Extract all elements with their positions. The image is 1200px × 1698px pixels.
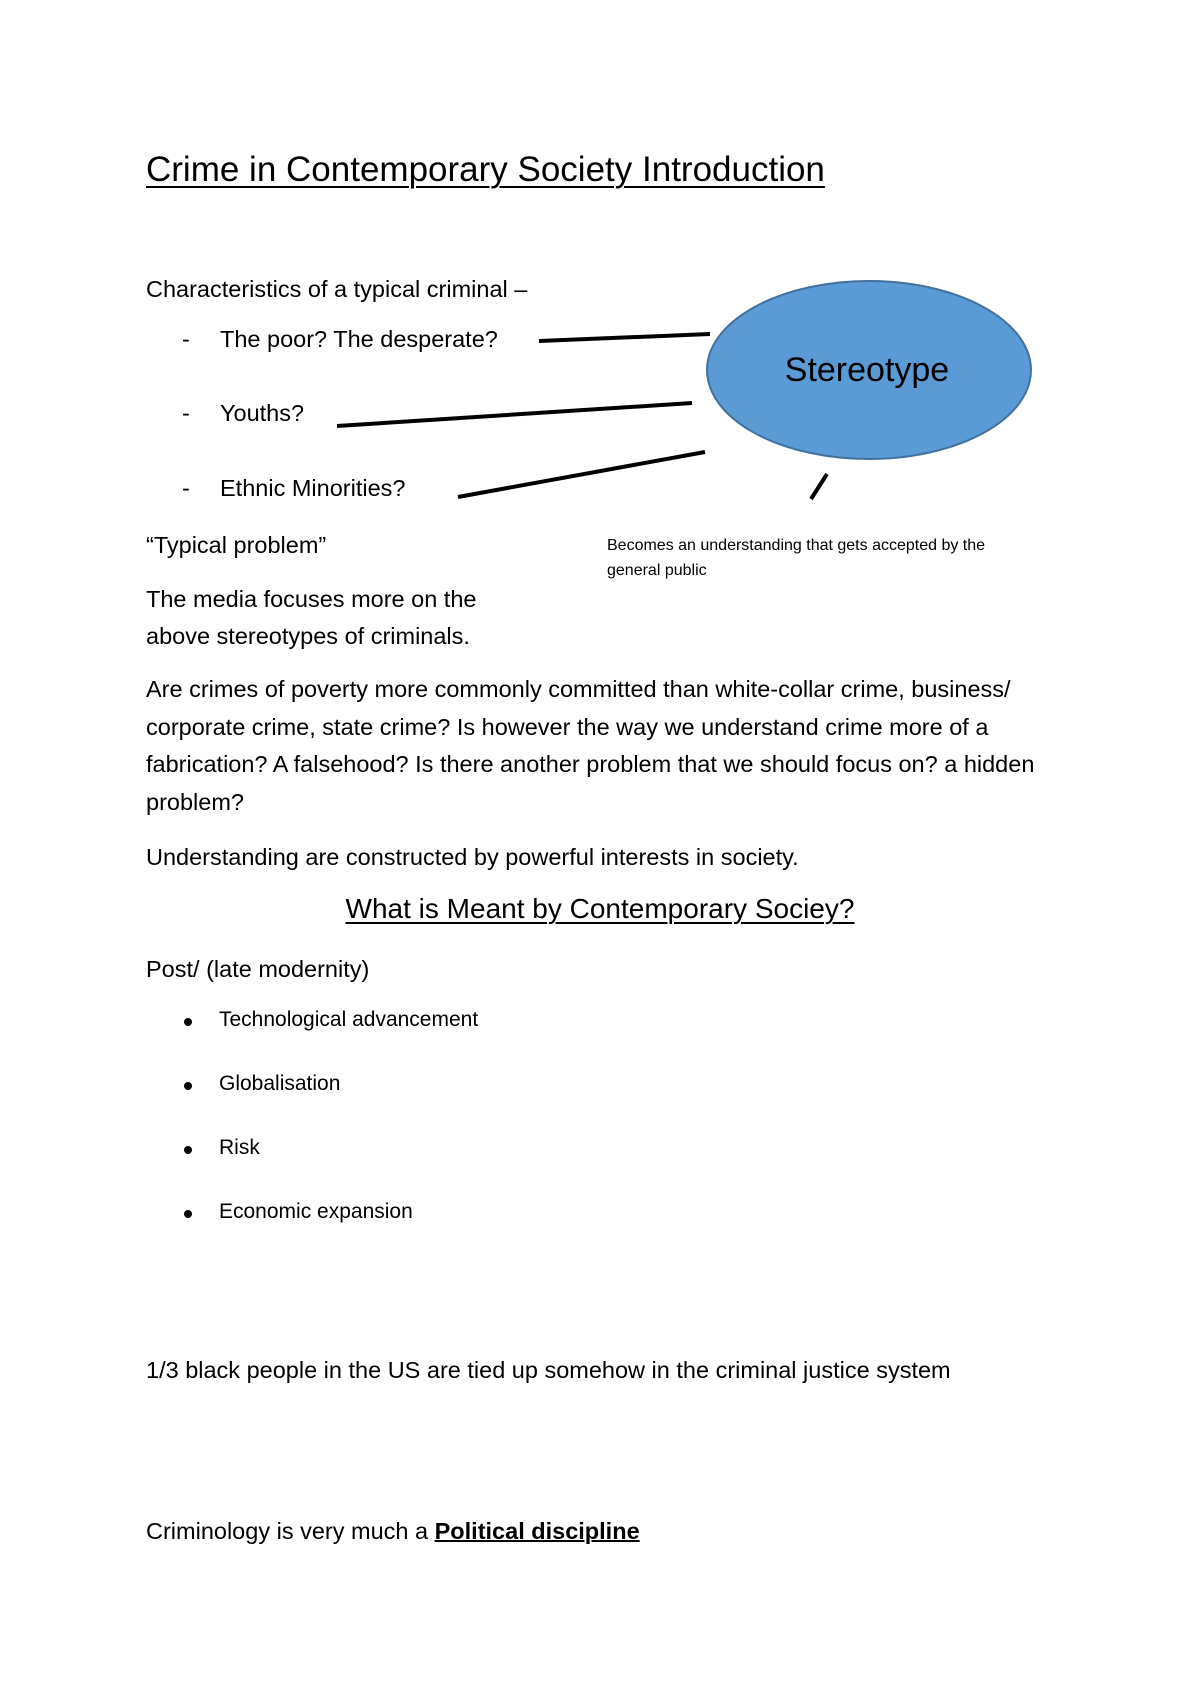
typical-problem: “Typical problem” [146, 532, 327, 558]
bullet-dot [184, 1082, 192, 1090]
connector-line-youths [337, 403, 692, 426]
bullet-item [146, 1136, 646, 1166]
page-title: Crime in Contemporary Society Introduction [146, 150, 825, 189]
bullet-label: Technological advancement [219, 1008, 479, 1031]
dash-marker: - [182, 400, 190, 426]
media-line-2: above stereotypes of criminals. [146, 623, 470, 649]
bullet-item [146, 1008, 646, 1038]
post-modernity-line: Post/ (late modernity) [146, 956, 370, 982]
criminology-prefix: Criminology is very much a [146, 1518, 435, 1544]
dash-item-label: The poor? The desperate? [220, 326, 498, 352]
characteristics-heading: Characteristics of a typical criminal – [146, 276, 528, 302]
bullet-label: Risk [219, 1136, 260, 1159]
media-line-1: The media focuses more on the [146, 586, 477, 612]
bullet-dot [184, 1210, 192, 1218]
bullet-dot [184, 1018, 192, 1026]
bullet-dot [184, 1146, 192, 1154]
dash-item-label: Youths? [220, 400, 305, 426]
connector-line-ethnic [458, 452, 705, 497]
political-discipline-emphasis: Political discipline [434, 1518, 640, 1544]
connector-line-note [811, 474, 827, 499]
statistic-line: 1/3 black people in the US are tied up somehow in the criminal justice system [146, 1357, 951, 1383]
connector-line-poor [539, 334, 710, 341]
dash-marker: - [182, 475, 190, 501]
bullet-label: Globalisation [219, 1072, 341, 1095]
bullet-item [146, 1200, 646, 1230]
dash-item-label: Ethnic Minorities? [220, 475, 406, 501]
criminology-line [146, 1513, 640, 1550]
bullet-label: Economic expansion [219, 1200, 413, 1223]
dash-marker: - [182, 326, 190, 352]
section-subtitle: What is Meant by Contemporary Sociey? [345, 893, 855, 924]
bullet-item [146, 1072, 646, 1102]
understanding-line: Understanding are constructed by powerful interests in society. [146, 844, 799, 870]
stereotype-note: Becomes an understanding that gets accepted by the general public [607, 537, 986, 579]
stereotype-label: Stereotype [784, 351, 950, 389]
poverty-paragraph: Are crimes of poverty more commonly committed than white-collar crime, business/ corporate crime, state crime? Is however the way we understand crime more of a fabrication? A falsehood? Is there another problem that we should focus on? a hidden problem? [146, 676, 1035, 815]
